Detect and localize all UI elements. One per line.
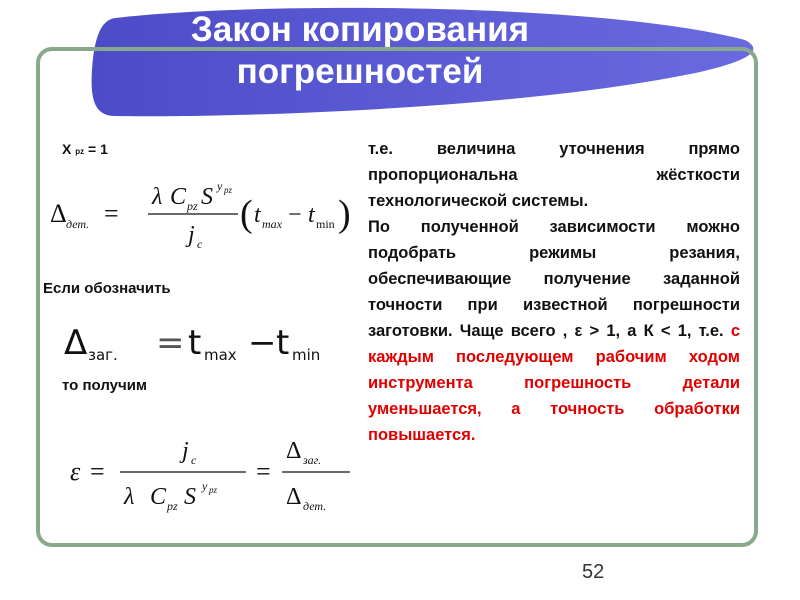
f1-c-sub: pz bbox=[187, 199, 198, 213]
x-value: = 1 bbox=[88, 141, 108, 157]
explanation-paragraph-1: т.е. величина уточнения прямо пропорциональна жёсткости технологической системы. bbox=[368, 140, 740, 210]
x-pz-equals-one bbox=[62, 141, 108, 157]
f1-t2: t bbox=[308, 202, 315, 228]
formula-delta-det bbox=[50, 162, 360, 252]
f3-s: S bbox=[184, 484, 196, 510]
f1-eq: = bbox=[104, 199, 119, 228]
f1-lambda: λ bbox=[152, 184, 163, 210]
f3-den-delta-sub: дет. bbox=[303, 499, 327, 513]
f1-delta: Δ bbox=[50, 199, 67, 228]
then-we-get-label: то получим bbox=[62, 377, 148, 394]
f1-paren-open: ( bbox=[240, 193, 253, 235]
f3-s-sup-sub: pz bbox=[209, 485, 218, 495]
f1-t2-sub: min bbox=[316, 217, 335, 231]
f3-c: C bbox=[150, 484, 167, 510]
slide-title-line1: Закон копирования bbox=[190, 10, 530, 49]
f3-j: j bbox=[182, 438, 189, 464]
f1-s-sup: y bbox=[217, 179, 223, 193]
f3-epsilon: ε bbox=[70, 457, 81, 486]
f3-j-sub: c bbox=[191, 453, 197, 467]
f1-j-sub: c bbox=[197, 237, 203, 251]
f2-t1: t bbox=[188, 323, 202, 363]
f1-j: j bbox=[188, 222, 195, 248]
formula-delta-zag bbox=[64, 310, 360, 370]
explanation-text bbox=[368, 136, 740, 448]
f1-t1-sub: max bbox=[262, 217, 282, 231]
f1-paren-close: ) bbox=[338, 193, 351, 235]
f1-delta-sub: дет. bbox=[66, 217, 90, 231]
x-subscript: pz bbox=[75, 147, 85, 156]
f2-eq: = bbox=[156, 323, 185, 363]
if-denote-label: Если обозначить bbox=[43, 280, 171, 297]
f1-t1: t bbox=[254, 202, 261, 228]
f1-s-sup-sub: pz bbox=[224, 185, 233, 195]
f1-s: S bbox=[201, 184, 213, 210]
f2-delta-sub: заг. bbox=[88, 346, 118, 364]
f2-t1-sub: max bbox=[204, 346, 237, 364]
x-symbol: X bbox=[62, 141, 72, 157]
f1-c: C bbox=[170, 184, 187, 210]
formula-epsilon bbox=[70, 428, 360, 524]
f1-minus: − bbox=[288, 202, 302, 228]
f3-den-delta: Δ bbox=[286, 484, 302, 510]
explanation-red-text: с каждым последующем рабочим ходом инструмента погрешность детали уменьшается, а точность обработки повышается. bbox=[368, 322, 740, 444]
f3-lambda: λ bbox=[124, 484, 135, 510]
page-number: 52 bbox=[582, 561, 605, 583]
f2-t2: t bbox=[276, 323, 290, 363]
f3-s-sup: y bbox=[202, 479, 208, 493]
f3-eq1: = bbox=[90, 457, 105, 486]
f3-num-delta: Δ bbox=[286, 438, 302, 464]
explanation-black-text: По полученной зависимости можно подобрать режимы резания, обеспечивающие получение заданной точности при известной погрешности заготовки. Чаще всего , ε > 1, а К < 1, т.е. bbox=[368, 218, 740, 340]
slide-title-line2: погрешностей bbox=[236, 52, 484, 91]
explanation-paragraph-2 bbox=[368, 214, 740, 448]
f3-c-sub: pz bbox=[167, 499, 178, 513]
f2-minus: − bbox=[248, 323, 277, 363]
f3-num-delta-sub: заг. bbox=[303, 453, 322, 467]
f2-delta: Δ bbox=[64, 323, 88, 363]
f2-t2-sub: min bbox=[292, 346, 321, 364]
f3-eq2: = bbox=[256, 457, 271, 486]
